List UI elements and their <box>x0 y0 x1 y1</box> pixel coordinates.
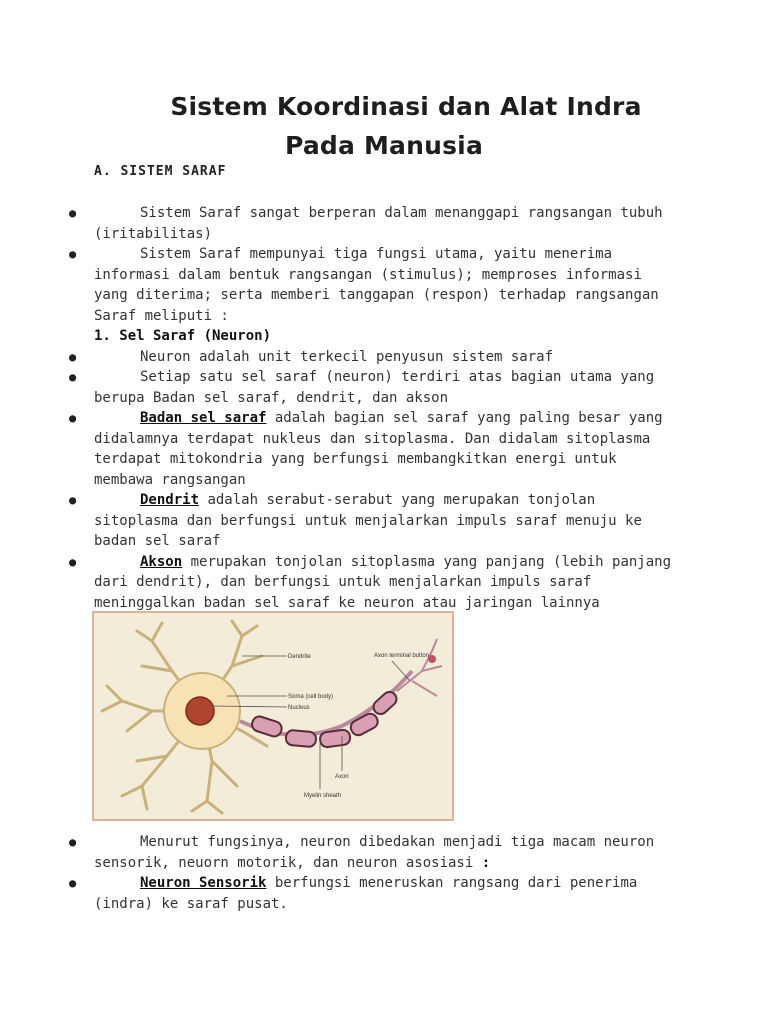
label-nucleus: Nucleus <box>288 705 310 711</box>
list-item: ● Sistem Saraf mempunyai tiga fungsi utama, yaitu menerima informasi dalam bentuk rangsangan (stimulus); memproses informasi yang diterima; serta memberi tanggapan (respon) terhadap rangsangan <box>69 246 659 303</box>
label-myelin: Myelin sheath <box>304 793 342 799</box>
section-heading: A. SISTEM SARAF <box>94 164 227 179</box>
list-item: ● Neuron Sensorik berfungsi meneruskan rangsang dari penerima (indra) ke saraf pusat. <box>69 875 638 912</box>
term-akson: Akson <box>140 553 183 570</box>
axon-terminal-bulb <box>428 655 436 663</box>
term-neuron-sensorik: Neuron Sensorik <box>140 875 267 891</box>
neuron-diagram <box>92 611 454 821</box>
list-item: ● Badan sel saraf adalah bagian sel saraf yang paling besar yang didalamnya terdapat nukleus dan sitoplasma. Dan didalam sitoplasma terdapat mitokondria yang berfungsi membangkitkan energi untuk membawa rangsangan <box>69 410 663 488</box>
bullet-icon: ● <box>69 554 77 569</box>
body-text-bottom <box>0 832 768 914</box>
page-title: Sistem Koordinasi dan Alat Indra <box>170 92 642 121</box>
list-item: ● Sistem Saraf sangat berperan dalam menanggapi rangsangan tubuh (iritabilitas) <box>69 205 663 242</box>
bullet-icon: ● <box>69 411 77 425</box>
label-soma: Soma (cell body) <box>288 694 334 700</box>
label-axon: Axon <box>335 774 349 780</box>
bullet-icon: ● <box>69 206 77 220</box>
bullet-icon: ● <box>69 876 77 890</box>
term-dendrit: Dendrit <box>140 492 200 508</box>
page-title-line2: Pada Manusia <box>284 131 484 160</box>
bullet-icon: ● <box>69 370 77 384</box>
label-dendrite: Dendrite <box>288 654 311 660</box>
subheading-neuron: 1. Sel Saraf (Neuron) <box>94 328 272 344</box>
list-item: ● Akson merupakan tonjolan sitoplasma yang panjang (lebih panjang dari dendrit), dan berfungsi untuk menjalarkan impuls saraf meninggalkan badan sel saraf ke neuron atau jaringan lainnya <box>69 553 672 611</box>
list-item: ● Setiap satu sel saraf (neuron) terdiri atas bagian utama yang berupa Badan sel saraf, dendrit, dan akson <box>69 369 655 406</box>
bullet-icon: ● <box>69 247 77 261</box>
list-item: ● Neuron adalah unit terkecil penyusun sistem saraf <box>0 347 768 368</box>
bullet-icon: ● <box>69 493 77 507</box>
bullet-icon: ● <box>69 349 77 364</box>
list-item: ● Dendrit adalah serabut-serabut yang merupakan tonjolan sitoplasma dan berfungsi untuk menjalarkan impuls saraf menuju ke badan sel saraf <box>69 492 642 549</box>
body-text-top <box>0 203 768 634</box>
nucleus <box>186 697 214 725</box>
bullet-icon: ● <box>69 835 77 849</box>
label-axon-terminal: Axon terminal button <box>374 653 430 659</box>
list-item: ● Menurut fungsinya, neuron dibedakan menjadi tiga macam neuron sensorik, neuorn motorik, dan neuron asosiasi : <box>69 834 655 871</box>
term-badan-sel-saraf: Badan sel saraf <box>140 410 267 426</box>
saraf-meliputi-text: Saraf meliputi : <box>94 307 229 324</box>
